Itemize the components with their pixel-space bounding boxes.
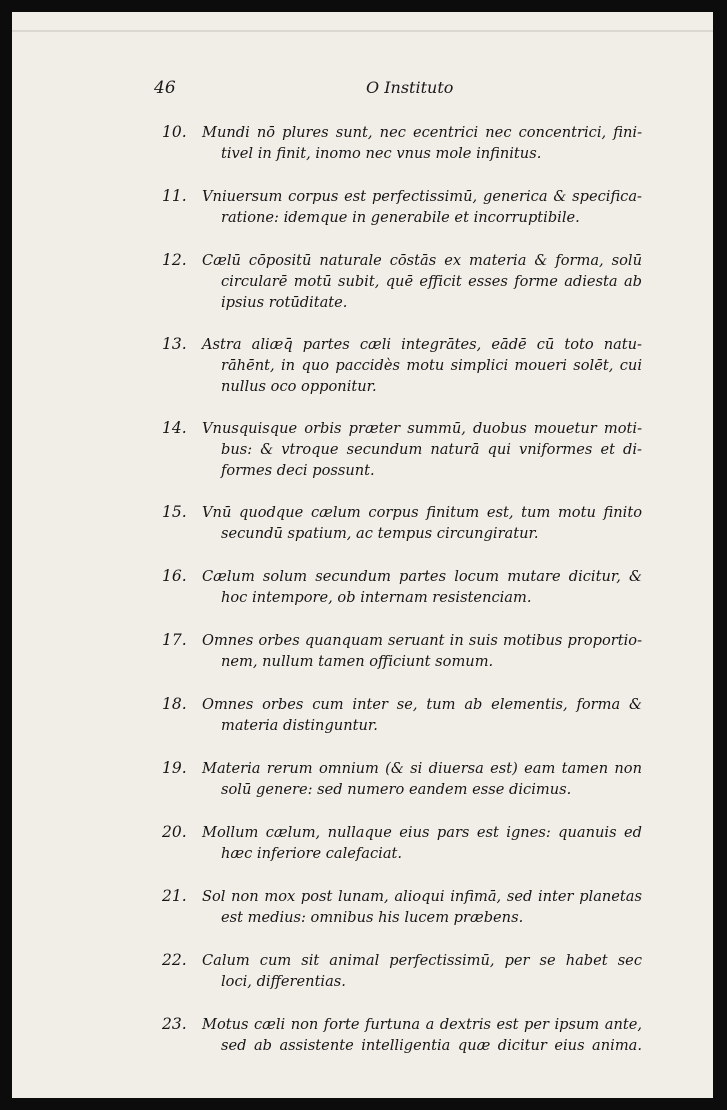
thesis-line: Omnes orbes cum inter se, tum ab elementis, forma & — [202, 696, 642, 713]
thesis-line: ratione: idemque in generabile et incorruptibile. — [221, 209, 580, 226]
thesis-line: nem, nullum tamen officiunt somum. — [221, 653, 494, 670]
thesis-number: 16. — [162, 567, 187, 585]
thesis-line: Vniuersum corpus est perfectissimū, generica & specifica- — [202, 188, 642, 205]
thesis-number: 21. — [162, 887, 187, 905]
thesis-line: solū genere: sed numero eandem esse dicimus. — [221, 781, 572, 798]
thesis-line: tivel in finit, inomo nec vnus mole infinitus. — [221, 145, 542, 162]
thesis-line: hæc inferiore calefaciat. — [221, 845, 403, 862]
thesis-line: sed ab assistente intelligentia quæ dicitur eius anima. — [221, 1037, 642, 1054]
running-title: O Instituto — [366, 78, 454, 97]
thesis-number: 20. — [162, 823, 187, 841]
thesis-15 — [162, 502, 662, 566]
thesis-number: 17. — [162, 631, 187, 649]
thesis-10 — [162, 122, 662, 186]
thesis-number: 19. — [162, 759, 187, 777]
thesis-text — [202, 694, 642, 736]
thesis-13 — [162, 334, 662, 418]
thesis-text — [202, 250, 642, 313]
thesis-text — [202, 418, 642, 481]
thesis-line: est medius: omnibus his lucem præbens. — [221, 909, 524, 926]
thesis-18 — [162, 694, 662, 758]
thesis-21 — [162, 886, 662, 950]
thesis-line: Astra aliæq̄ partes cæli integrātes, eādē cū toto natu- — [202, 336, 642, 353]
thesis-19 — [162, 758, 662, 822]
thesis-text — [202, 186, 642, 228]
thesis-text — [202, 886, 642, 928]
thesis-23 — [162, 1014, 662, 1078]
thesis-text — [202, 566, 642, 608]
thesis-line: loci, differentias. — [221, 973, 346, 990]
thesis-text — [202, 758, 642, 800]
thesis-text — [202, 950, 642, 992]
thesis-line: ipsius rotūditate. — [221, 294, 348, 311]
thesis-text — [202, 122, 642, 164]
thesis-14 — [162, 418, 662, 502]
scan-artifact-line — [12, 30, 713, 32]
thesis-11 — [162, 186, 662, 250]
thesis-line: Mundi nō plures sunt, nec ecentrici nec concentrici, fini- — [202, 124, 642, 141]
book-page — [12, 12, 713, 1098]
thesis-line: rāhēnt, in quo paccidès motu simplici moueri solēt, cui — [221, 357, 642, 374]
thesis-line: Sol non mox post lunam, alioqui infimā, sed inter planetas — [202, 888, 642, 905]
thesis-line: Mollum cælum, nullaque eius pars est ignes: quanuis ed — [202, 824, 642, 841]
thesis-line: Vnū quodque cælum corpus finitum est, tum motu finito — [202, 504, 642, 521]
thesis-22 — [162, 950, 662, 1014]
running-head — [154, 78, 624, 102]
thesis-line: Cælū cōpositū naturale cōstās ex materia & forma, solū — [202, 252, 642, 269]
thesis-number: 18. — [162, 695, 187, 713]
thesis-line: hoc intempore, ob internam resistenciam. — [221, 589, 532, 606]
thesis-number: 14. — [162, 419, 187, 437]
thesis-line: secundū spatium, ac tempus circungiratur. — [221, 525, 539, 542]
thesis-text — [202, 822, 642, 864]
thesis-number: 15. — [162, 503, 187, 521]
page-number: 46 — [154, 78, 176, 98]
thesis-number: 22. — [162, 951, 187, 969]
thesis-line: materia distinguntur. — [221, 717, 378, 734]
thesis-number: 13. — [162, 335, 187, 353]
thesis-line: Materia rerum omnium (& si diuersa est) eam tamen non — [202, 760, 642, 777]
thesis-number: 11. — [162, 187, 187, 205]
thesis-text — [202, 1014, 642, 1056]
thesis-line: Calum cum sit animal perfectissimū, per se habet sec — [202, 952, 642, 969]
thesis-text — [202, 630, 642, 672]
thesis-text — [202, 502, 642, 544]
thesis-line: Omnes orbes quanquam seruant in suis motibus proportio- — [202, 632, 642, 649]
thesis-number: 10. — [162, 123, 187, 141]
thesis-text — [202, 334, 642, 397]
theses-list — [162, 122, 662, 1078]
thesis-number: 23. — [162, 1015, 187, 1033]
thesis-line: bus: & vtroque secundum naturā qui vniformes et di- — [221, 441, 642, 458]
thesis-line: formes deci possunt. — [221, 462, 375, 479]
thesis-line: Vnusquisque orbis præter summū, duobus mouetur moti- — [202, 420, 642, 437]
thesis-17 — [162, 630, 662, 694]
thesis-line: circularē motū subit, quē efficit esses forme adiesta ab — [221, 273, 642, 290]
thesis-12 — [162, 250, 662, 334]
thesis-line: Cælum solum secundum partes locum mutare dicitur, & — [202, 568, 642, 585]
thesis-16 — [162, 566, 662, 630]
thesis-line: Motus cæli non forte furtuna a dextris est per ipsum ante, — [202, 1016, 642, 1033]
thesis-number: 12. — [162, 251, 187, 269]
thesis-line: nullus oco opponitur. — [221, 378, 377, 395]
thesis-20 — [162, 822, 662, 886]
